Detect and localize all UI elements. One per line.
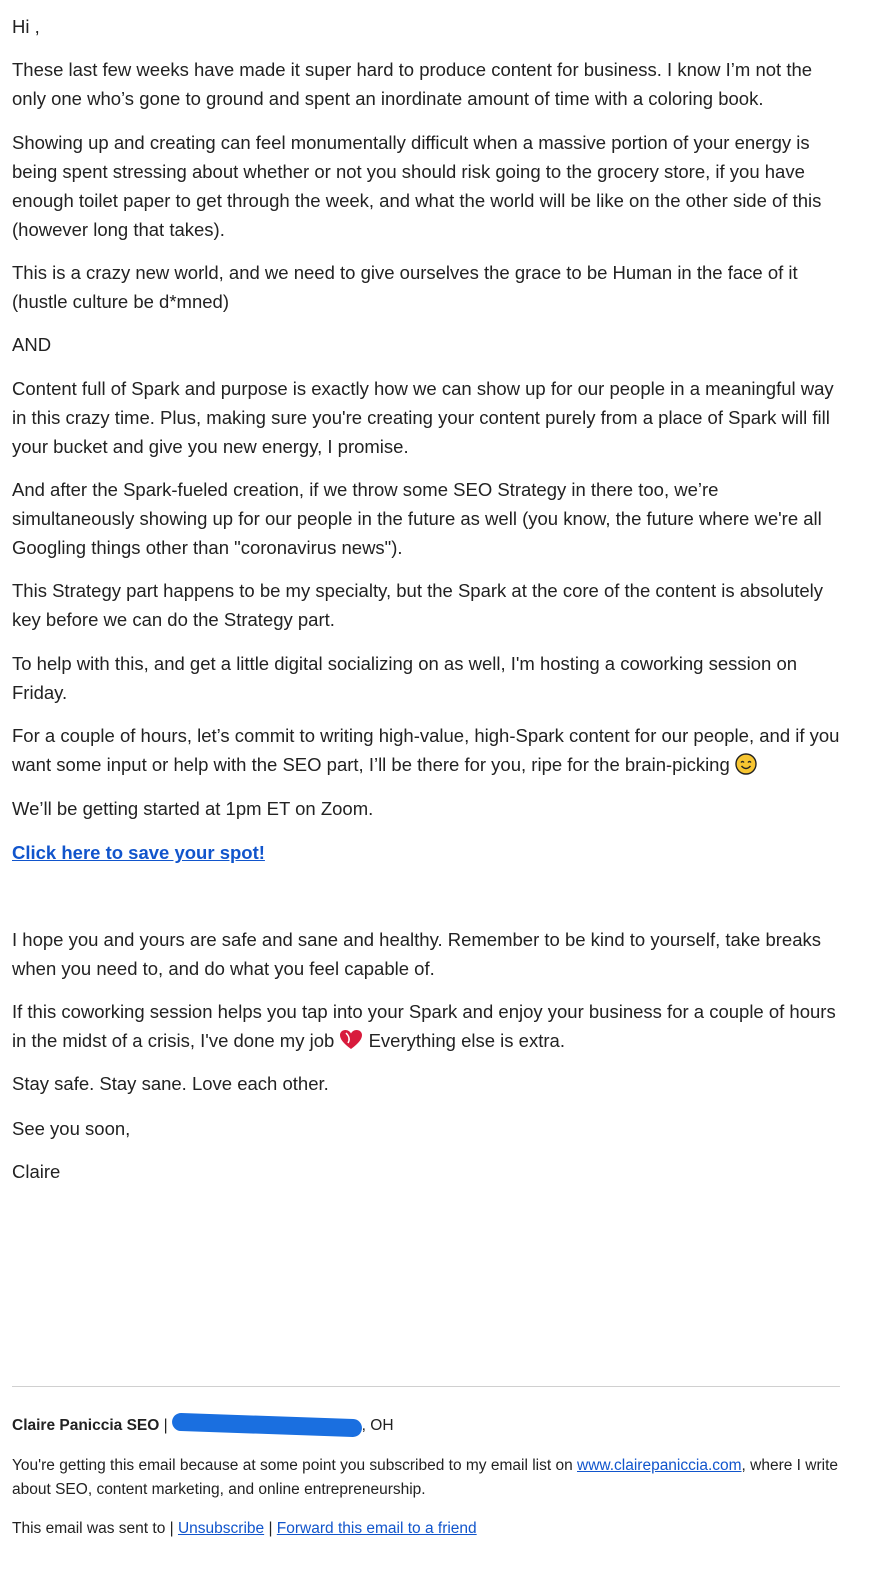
footer-sent-to bbox=[12, 1517, 852, 1541]
sender-name: Claire Paniccia SEO bbox=[12, 1417, 160, 1434]
address-separator: | bbox=[163, 1417, 168, 1434]
paragraph-12-text: If this coworking session helps you tap into your Spark and enjoy your business for a couple of hours in the midst of a crisis, I've done my job bbox=[12, 1001, 836, 1051]
paragraph-12-end: Everything else is extra. bbox=[368, 1030, 565, 1051]
paragraph-8: To help with this, and get a little digital socializing on as well, I'm hosting a coworking session on Friday. bbox=[12, 653, 798, 703]
subscription-text: You're getting this email because at some point you subscribed to my email list on bbox=[12, 1457, 573, 1474]
paragraph-13: Stay safe. Stay sane. Love each other. bbox=[12, 1073, 329, 1094]
footer-address bbox=[12, 1414, 852, 1438]
save-spot-link[interactable]: Click here to save your spot! bbox=[12, 842, 265, 863]
website-link[interactable]: www.clairepaniccia.com bbox=[577, 1457, 742, 1474]
paragraph-9 bbox=[12, 721, 842, 783]
paragraph-7: This Strategy part happens to be my specialty, but the Spark at the core of the content is absolutely key before we can do the Strategy part. bbox=[12, 580, 824, 630]
paragraph-12 bbox=[12, 997, 842, 1059]
signature: Claire bbox=[12, 1161, 61, 1182]
footer-divider bbox=[12, 1386, 840, 1387]
smiling-face-icon bbox=[735, 753, 757, 783]
unsubscribe-link[interactable]: Unsubscribe bbox=[177, 1520, 265, 1537]
paragraph-9-text: For a couple of hours, let’s commit to writing high-value, high-Spark content for our people, and if you want some input or help with the SEO part, I’ll be there for you, ripe for the brain-picking bbox=[12, 725, 840, 775]
link-separator: | bbox=[268, 1520, 273, 1537]
sent-to-text: This email was sent to | bbox=[12, 1520, 174, 1537]
paragraph-3: This is a crazy new world, and we need to give ourselves the grace to be Human in the face of it (hustle culture be d*mned) bbox=[12, 262, 798, 312]
paragraph-and: AND bbox=[12, 334, 52, 355]
redacted-address bbox=[172, 1418, 362, 1434]
paragraph-11: I hope you and yours are safe and sane and healthy. Remember to be kind to yourself, take breaks when you need to, and do what you feel capable of. bbox=[12, 929, 822, 979]
subscription-text-end: , where I write about SEO, content marketing, and online entrepreneurship. bbox=[12, 1457, 839, 1498]
paragraph-10: We’ll be getting started at 1pm ET on Zoom. bbox=[12, 798, 374, 819]
growing-heart-icon bbox=[339, 1029, 363, 1059]
paragraph-1: These last few weeks have made it super hard to produce content for business. I know I’m not the only one who’s gone to ground and spent an inordinate amount of time with a coloring book. bbox=[12, 59, 813, 109]
paragraph-5: Content full of Spark and purpose is exactly how we can show up for our people in a meaningful way in this crazy time. Plus, making sure you're creating your content purely from a place of Spark will fill your bucket and give you new energy, I promise. bbox=[12, 378, 834, 457]
paragraph-2: Showing up and creating can feel monumentally difficult when a massive portion of your energy is being spent stressing about whether or not you should risk going to the grocery store, if you have enough toilet paper to get through the week, and what the world will be like on the other side of this (however long that takes). bbox=[12, 132, 822, 240]
forward-link[interactable]: Forward this email to a friend bbox=[276, 1520, 477, 1537]
greeting: Hi , bbox=[12, 16, 40, 37]
paragraph-6: And after the Spark-fueled creation, if we throw some SEO Strategy in there too, we’re simultaneously showing up for our people in the future as well (you know, the future where we're all Googling things other than "coronavirus news"). bbox=[12, 479, 822, 558]
paragraph-14: See you soon, bbox=[12, 1118, 131, 1139]
footer-subscription-note bbox=[12, 1454, 852, 1502]
address-state: , OH bbox=[361, 1417, 394, 1434]
